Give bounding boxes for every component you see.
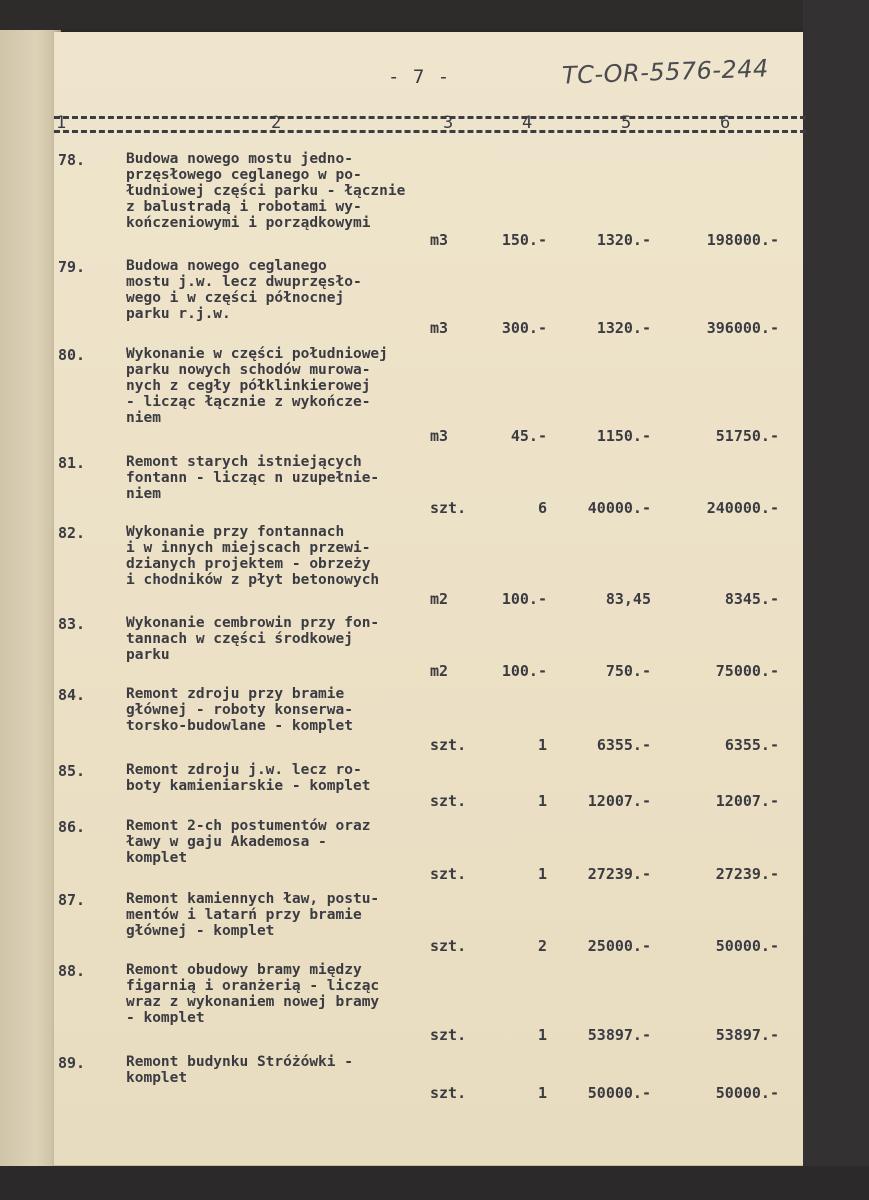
row-quantity: 300.-: [501, 319, 547, 337]
row-unit-price: 1320.-: [596, 319, 651, 337]
row-quantity: 1: [537, 792, 547, 810]
row-total: 198000.-: [706, 231, 779, 249]
row-unit-price: 25000.-: [587, 937, 651, 955]
row-number: 82.: [58, 524, 86, 542]
row-total: 75000.-: [715, 662, 779, 680]
row-quantity: 45.-: [510, 427, 547, 445]
row-total: 6355.-: [724, 736, 779, 754]
row-number: 79.: [58, 258, 86, 276]
header-rule-bottom: [54, 130, 806, 133]
background-right: [803, 0, 869, 1200]
background-top: [0, 0, 869, 34]
row-unit: szt.: [430, 736, 467, 754]
row-description: Wykonanie w części południowej parku nowych schodów murowa- nych z cegły półklinkierowej - licząc łącznie z wykończe- niem: [126, 346, 388, 426]
row-number: 85.: [58, 762, 86, 780]
row-quantity: 1: [537, 736, 547, 754]
row-unit-price: 1320.-: [596, 231, 651, 249]
row-quantity: 1: [537, 865, 547, 883]
row-unit: szt.: [430, 937, 467, 955]
row-number: 80.: [58, 346, 86, 364]
row-total: 240000.-: [706, 499, 779, 517]
row-number: 84.: [58, 686, 86, 704]
row-quantity: 100.-: [501, 662, 547, 680]
row-number: 88.: [58, 962, 86, 980]
row-total: 53897.-: [715, 1026, 779, 1044]
page-number: - 7 -: [388, 66, 451, 88]
row-unit: m3: [430, 319, 449, 337]
row-unit: m3: [430, 427, 449, 445]
row-unit: szt.: [430, 865, 467, 883]
row-unit: szt.: [430, 792, 467, 810]
row-number: 78.: [58, 151, 86, 169]
row-description: Remont zdroju przy bramie głównej - roboty konserwa- torsko-budowlane - komplet: [126, 686, 353, 734]
column-number-4: 4: [522, 113, 533, 133]
row-unit: szt.: [430, 1026, 467, 1044]
row-total: 50000.-: [715, 1084, 779, 1102]
row-description: Remont obudowy bramy między figarnią i oranżerią - licząc wraz z wykonaniem nowej bramy - komplet: [126, 962, 380, 1026]
row-description: Wykonanie przy fontannach i w innych miejscach przewi- dzianych projektem - obrzeży i chodników z płyt betonowych: [126, 524, 380, 588]
column-number-5: 5: [621, 113, 632, 133]
column-number-3: 3: [443, 113, 454, 133]
document-id-handwritten: TC-OR-5576-244: [561, 54, 770, 90]
row-total: 51750.-: [715, 427, 779, 445]
row-unit-price: 1150.-: [596, 427, 651, 445]
row-unit-price: 40000.-: [587, 499, 651, 517]
row-number: 89.: [58, 1054, 86, 1072]
row-total: 396000.-: [706, 319, 779, 337]
row-quantity: 100.-: [501, 590, 547, 608]
row-number: 86.: [58, 818, 86, 836]
row-description: Remont 2-ch postumentów oraz ławy w gaju Akademosa - komplet: [126, 818, 371, 866]
row-quantity: 1: [537, 1084, 547, 1102]
row-description: Remont zdroju j.w. lecz ro- boty kamieniarskie - komplet: [126, 762, 371, 794]
header-rule-top: [54, 116, 806, 119]
row-number: 83.: [58, 615, 86, 633]
row-unit: szt.: [430, 1084, 467, 1102]
row-description: Remont starych istniejących fontann - licząc n uzupełnie- niem: [126, 454, 380, 502]
row-quantity: 150.-: [501, 231, 547, 249]
column-number-1: 1: [56, 113, 67, 133]
row-description: Budowa nowego mostu jedno- przęsłowego ceglanego w po- łudniowej części parku - łącznie z balustradą i robotami wy- kończeniowymi i porządkowymi: [126, 151, 406, 231]
previous-page-edge: [0, 30, 61, 1170]
row-description: Remont budynku Stróżówki - komplet: [126, 1054, 353, 1086]
row-unit: szt.: [430, 499, 467, 517]
row-unit: m2: [430, 590, 449, 608]
row-number: 87.: [58, 891, 86, 909]
row-unit-price: 27239.-: [587, 865, 651, 883]
row-total: 27239.-: [715, 865, 779, 883]
row-description: Wykonanie cembrowin przy fon- tannach w części środkowej parku: [126, 615, 380, 663]
row-unit-price: 12007.-: [587, 792, 651, 810]
row-unit-price: 53897.-: [587, 1026, 651, 1044]
row-total: 8345.-: [724, 590, 779, 608]
row-quantity: 1: [537, 1026, 547, 1044]
row-description: Remont kamiennych ław, postu- mentów i latarń przy bramie głównej - komplet: [126, 891, 380, 939]
row-unit: m3: [430, 231, 449, 249]
background-bottom: [0, 1166, 869, 1200]
row-number: 81.: [58, 454, 86, 472]
row-quantity: 2: [537, 937, 547, 955]
row-unit-price: 50000.-: [587, 1084, 651, 1102]
row-unit-price: 83,45: [605, 590, 651, 608]
column-number-2: 2: [271, 113, 282, 133]
row-quantity: 6: [537, 499, 547, 517]
row-unit-price: 750.-: [605, 662, 651, 680]
row-description: Budowa nowego ceglanego mostu j.w. lecz dwuprzęsło- wego i w części północnej parku r.j.w.: [126, 258, 362, 322]
row-unit-price: 6355.-: [596, 736, 651, 754]
row-total: 12007.-: [715, 792, 779, 810]
column-number-6: 6: [720, 113, 731, 133]
row-unit: m2: [430, 662, 449, 680]
row-total: 50000.-: [715, 937, 779, 955]
